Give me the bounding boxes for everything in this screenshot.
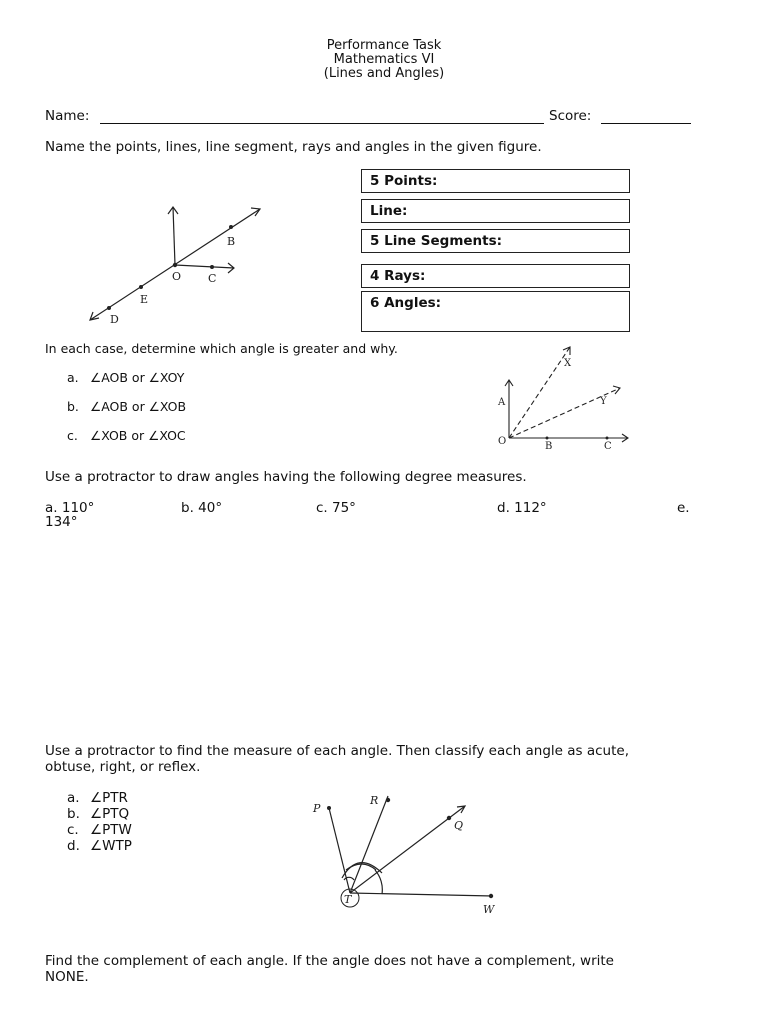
angles-box-label: 6 Angles: <box>370 295 442 311</box>
answer-box-points[interactable] <box>361 169 630 193</box>
compare-item-b <box>67 399 186 414</box>
line-segments-box-label: 5 Line Segments: <box>370 233 503 249</box>
item-text: ∠PTW <box>90 822 132 838</box>
points-box-label: 5 Points: <box>370 173 438 189</box>
fig3-label-w: W <box>483 903 495 916</box>
section4-instruction-2: obtuse, right, or reflex. <box>45 759 201 775</box>
measure-e: e. <box>677 500 690 516</box>
score-label: Score: <box>549 108 592 124</box>
item-text: ∠PTR <box>90 790 128 806</box>
fig1-label-e: E <box>140 293 149 306</box>
line-box-label: Line: <box>370 203 408 219</box>
fig2-label-o: O <box>498 436 507 447</box>
fig1-label-o: O <box>172 270 182 283</box>
section5-instruction-2: NONE. <box>45 969 89 985</box>
item-text: ∠WTP <box>90 838 132 854</box>
fig3-label-p: P <box>313 802 321 815</box>
compare-item-c <box>67 428 186 443</box>
measure-item-d <box>67 838 132 854</box>
answer-box-line-segments[interactable] <box>361 229 630 253</box>
measure-e-value: 134° <box>45 514 78 530</box>
item-letter: a. <box>67 790 80 806</box>
fig1-label-b: B <box>227 235 236 248</box>
measure-item-c <box>67 822 132 838</box>
rays-box-label: 4 Rays: <box>370 268 426 284</box>
section5-instruction-1: Find the complement of each angle. If the angle does not have a complement, write <box>45 953 614 969</box>
item-letter: a. <box>67 370 79 385</box>
section2-instruction: In each case, determine which angle is greater and why. <box>45 341 398 356</box>
title-line-1: Performance Task <box>326 38 442 53</box>
angles-figure <box>490 340 635 455</box>
item-letter: c. <box>67 822 79 838</box>
item-text: ∠XOB or ∠XOC <box>90 428 186 443</box>
fig2-label-b: B <box>545 441 553 452</box>
fig2-label-c: C <box>604 441 612 452</box>
section4-instruction-1: Use a protractor to find the measure of each angle. Then classify each angle as acute, <box>45 743 630 759</box>
answer-box-rays[interactable] <box>361 264 630 288</box>
section1-instruction: Name the points, lines, line segment, rays and angles in the given figure. <box>45 139 542 155</box>
measure-item-b <box>67 806 129 822</box>
measure-d: d. 112° <box>497 500 547 516</box>
title-line-3: (Lines and Angles) <box>323 66 445 81</box>
fig2-label-x: X <box>564 358 572 369</box>
item-text: ∠PTQ <box>90 806 130 822</box>
score-blank[interactable] <box>601 123 691 124</box>
fig1-label-c: C <box>208 272 217 285</box>
measure-a: a. 110° <box>45 500 95 516</box>
answer-box-angles[interactable] <box>361 291 630 332</box>
fig2-label-y: Y <box>600 396 607 407</box>
fig1-label-d: D <box>110 313 119 326</box>
item-letter: b. <box>67 399 79 414</box>
fig2-label-a: A <box>498 397 506 408</box>
measure-item-a <box>67 790 128 806</box>
protractor-angles-figure <box>300 780 530 920</box>
lines-figure <box>80 195 280 330</box>
measure-c: c. 75° <box>316 500 356 516</box>
fig3-label-t: T <box>344 893 352 906</box>
fig3-label-r: R <box>370 794 379 807</box>
answer-box-line[interactable] <box>361 199 630 223</box>
measure-b: b. 40° <box>181 500 223 516</box>
item-text: ∠AOB or ∠XOY <box>90 370 185 385</box>
item-letter: b. <box>67 806 80 822</box>
name-label: Name: <box>45 108 90 124</box>
item-letter: d. <box>67 838 80 854</box>
compare-item-a <box>67 370 184 385</box>
item-letter: c. <box>67 428 78 443</box>
name-blank[interactable] <box>100 123 544 124</box>
title-line-2: Mathematics VI <box>333 52 435 67</box>
section3-instruction: Use a protractor to draw angles having the following degree measures. <box>45 469 527 485</box>
item-text: ∠AOB or ∠XOB <box>90 399 187 414</box>
fig3-label-q: Q <box>454 819 464 832</box>
